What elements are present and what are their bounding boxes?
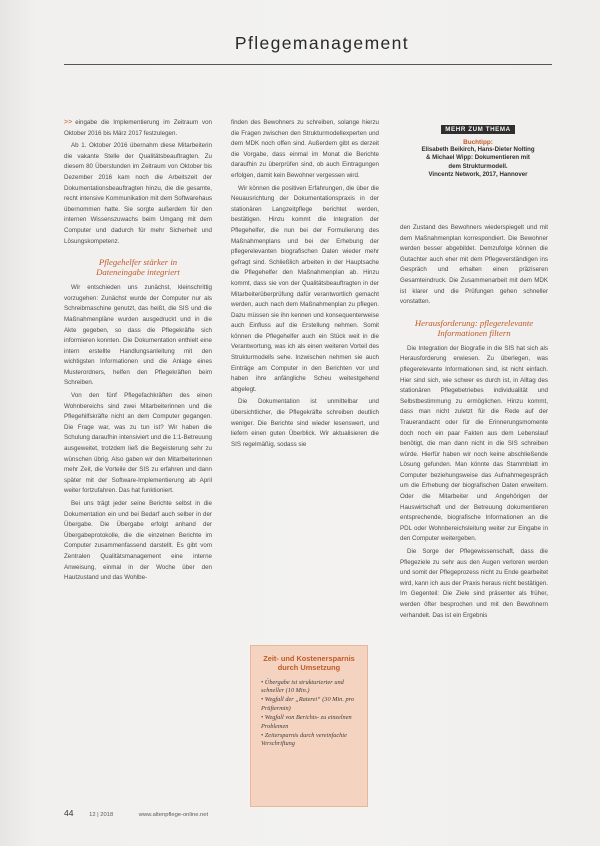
column-1 bbox=[64, 118, 212, 586]
paragraph-text: eingabe die Implementierung im Zeitraum von Oktober 2016 bis März 2017 festzulegen. bbox=[64, 119, 212, 137]
subheading-line: Dateneingabe integriert bbox=[96, 267, 180, 278]
paragraph: Bei uns trägt jeder seine Berichte selbst in die Dokumentation ein und bei Bedarf auch selber in der Übergabe. Die Übergabe erfolgt anhand der Übergabeprotokolle, die die einzelnen Berichte im Computer zusammenfassend darstellt. Es gibt vom Zentralen Qualitätsmanagement eine interne Anweisung, einmal in der Woche über den Hautzustand und das Wohlbe- bbox=[64, 500, 212, 582]
list-item: • Übergabe ist strukturierter und schneller (10 Min.) bbox=[261, 679, 361, 696]
paragraph: finden des Bewohners zu schreiben, solange hierzu die Fragen zwischen den Strukturmodellexperten und dem MDK noch offen sind. Außerdem gibt es derzeit die Vorgabe, dass einmal im Monat die Berichte daraufhin zu überprüfen sind, ob auch Eintragungen erfolgen, damit kein Bewohner vergessen wird. bbox=[231, 119, 379, 179]
continue-arrow-icon: >> bbox=[64, 119, 73, 126]
book-tip-label: Buchtipp: bbox=[463, 139, 493, 146]
subheading bbox=[400, 318, 548, 338]
paragraph: Wir können die positiven Erfahrungen, die über die Neuausrichtung der Dokumentationspraxis in der stationären Langzeitpflege berichtet werden, bestätigen. Hinzu kommt die Integration der Pflegehelfer, die nun bei der Formulierung des Maßnahmenplans und bei der Erhebung der pflegerelevanten biografischen Daten wieder mehr gefragt sind. Schließlich arbeiten in der Hauptsache die Pflegehelfer den Maßnahmenplan ab. Hinzu kommt, dass sie von der Qualitätsbeauftragten in der Mitarbeiterüberprüfung dafür verantwortlich gemacht werden, auch nach dem Maßnahmenplan zu pflegen. Dazu müssen sie ihn kennen und konsequenterweise auch Einfluss auf die Erstellung nehmen. Somit können die Pflegehelfer auch ein Stück weit in die Verantwortung, was ich als einen weiteren Vorteil des Strukturmodells sehe. Inzwischen nehmen sie auch Einträge am Computer in den Berichten vor und haben ihre anfängliche Scheu weitestgehend abgelegt. bbox=[231, 184, 379, 393]
savings-list bbox=[251, 679, 367, 749]
book-tip-line: & Michael Wipp: Dokumentieren mit bbox=[426, 154, 530, 162]
book-tip-line: dem Strukturmodell. bbox=[448, 162, 508, 170]
paragraph: Die Sorge der Pflegewissenschaft, dass die Pflegeziele zu sehr aus den Augen verloren werden und somit der Pflegeprozess nicht zu Ende gearbeitet wird, kann ich aus der Praxis heraus nicht bestätigen. Im Gegenteil: Die Ziele sind präsenter als früher, werden öfter besprochen und mit den Bewohnern verhandelt. Das ist ein Ergebnis bbox=[400, 548, 548, 619]
paragraph: Die Integration der Biografie in die SIS hat sich als Herausforderung erwiesen. Zu überlegen, was pflegerelevante Informationen sind, ist nicht einfach. Hier sind sich, wie schwer es durch ist, in Alltag des stationären Pflegebetriebes individualität und Selbstbestimmung zu ermöglichen. Hinzu kommt, dass man nicht zuletzt für die Rede auf der Trauerandacht oder für die Erinnerungsmomente doch noch ein paar Fakten aus dem Lebenslauf benötigt, die man dann nicht in die SIS schreiben würde. Hierfür haben wir noch keine abschließende Lösung gefunden. Man könnte das Stammblatt im Computer beziehungsweise das Aufnahmegespräch um die Erhebung der biografischen Daten erweitern. Oder die Mitarbeiter und Angehörigen der Hauswirtschaft und der Betreuung dokumentieren entsprechende, biografische Informationen an die PDL oder Wohnbereichsleitung weiter zur Eingabe in den Computer weitergeben. bbox=[400, 344, 548, 543]
book-tip-box bbox=[400, 118, 556, 180]
subheading-line: Pflegehelfer stärker in bbox=[98, 257, 178, 268]
list-item: • Wegfall von Berichts- zu einzelnen Problemen bbox=[261, 714, 361, 731]
subheading-line: Informationen filtern bbox=[437, 327, 511, 338]
list-item: • Zeitersparnis durch vereinfachte Verschriftung bbox=[261, 732, 361, 749]
footer bbox=[64, 808, 208, 818]
list-item: • Wegfall der „Raterei“ (30 Min. pro Prüftermin) bbox=[261, 696, 361, 713]
paragraph: Von den fünf Pflegefachkräften des einen Wohnbereichs sind zwei Mitarbeiterinnen und die Pflegehilfskräfte nicht an dem Computer gegangen. Die Frage war, was zu tun ist? Wir haben die Schulung daraufhin intensiviert und die 1:1-Betreuung ausgeweitet, trotzdem ließ die Begeisterung sehr zu wünschen übrig. Also gaben wir den Mitarbeiterinnen mehr Zeit, die Vorteile der SIS zu erfahren und dann später mit der Software-Implementierung ab April weiter fortzufahren. Das hat funktioniert. bbox=[64, 392, 212, 495]
paragraph bbox=[64, 118, 212, 139]
book-tip-line: Elisabeth Beikirch, Hans-Dieter Nolting bbox=[421, 146, 535, 153]
subheading bbox=[64, 257, 212, 277]
paragraph: den Zustand des Bewohners wiederspiegelt und mit dem Maßnahmenplan korrespondiert. Die Bewohner werden besser abgebildet. Demzufolge können die Gutachter auch eher mit dem Pflegeverständigen ins Gespräch und erhalten einen präziseren Gesamteindruck. Die Zusammenarbeit mit dem MDK ist klarer und die Prüfungen gehen schneller vonstatten. bbox=[400, 224, 548, 306]
column-3 bbox=[400, 223, 548, 623]
issue-label: 12 | 2018 bbox=[89, 812, 114, 818]
page-number: 44 bbox=[64, 808, 74, 818]
page-title: Pflegemanagement bbox=[234, 33, 410, 53]
paragraph: Die Dokumentation ist unmittelbar und übersichtlicher, die Pflegekräfte schreiben deutlich weniger. Die Berichte sind wieder lesenswert, und liefern einen guten Überblick. Wir aktualisieren die SIS regelmäßig, sodass sie bbox=[231, 398, 379, 448]
savings-box bbox=[250, 645, 368, 807]
column-2 bbox=[231, 118, 379, 452]
header-rule bbox=[64, 64, 552, 65]
footer-url: www.altenpflege-online.net bbox=[138, 812, 209, 818]
paragraph: Ab 1. Oktober 2016 übernahm diese Mitarbeiterin die vakante Stelle der Qualitätsbeauftragten. Zu diesem 80 Überstunden im Zeitraum von Oktober bis Dezember 2016 kam noch die Arbeitszeit der Dokumentationsbeauftragten hinzu, die die gesamte, recht intensive Kommunikation mit dem Softwarehaus übernommen hatte. Sie sorgte außerdem für den internen Wissenszuwachs beim Umgang mit dem Computer und dadurch für mehr Sicherheit und Lösungskompetenz. bbox=[64, 142, 212, 245]
paragraph: Wir entschieden uns zunächst, kleinschrittig vorzugehen: Zunächst wurde der Computer nur als Schreibmaschine genutzt, das heißt, die SIS und die Maßnahmenpläne wurden ausgedruckt und in die Akte gegeben, so dass die Pflegekräfte sich informieren konnten. Die Dokumentation enthielt eine intern erstellte Handlungsanleitung mit den wichtigsten Informationen und die Anlage eines Musterordners, helfen den Pflegekräften beim Schreiben. bbox=[64, 284, 212, 387]
book-tip-line: Vincentz Network, 2017, Hannover bbox=[428, 171, 528, 179]
more-on-topic-tag: MEHR ZUM THEMA bbox=[441, 125, 514, 134]
savings-box-title: Zeit- und Kostenersparnis durch Umsetzung bbox=[263, 654, 355, 673]
subheading-line: Herausforderung: pflegerelevante bbox=[414, 317, 534, 328]
